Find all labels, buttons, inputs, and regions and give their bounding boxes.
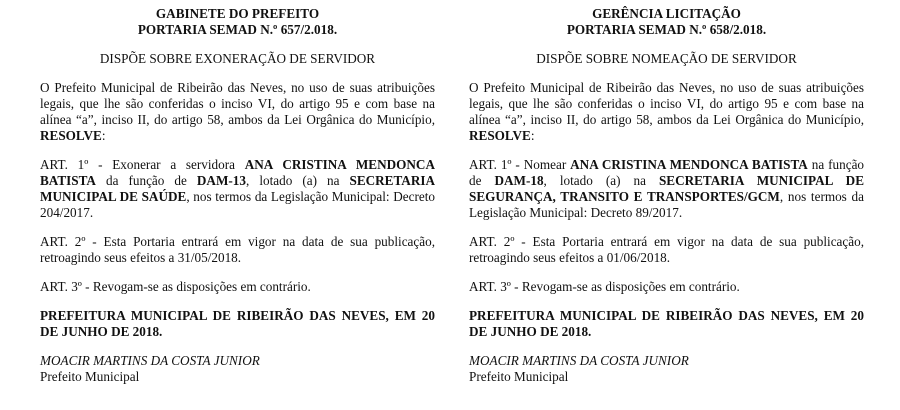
article-3: ART. 3º - Revogam-se as disposições em contrário.: [40, 279, 311, 294]
portaria-subject: DISPÕE SOBRE EXONERAÇÃO DE SERVIDOR: [99, 51, 376, 66]
servant-name: ANA CRISTINA MENDONCA BATISTA: [570, 157, 808, 172]
secretariat-name: SECRETARIA MUNICIPAL DE SEGURANÇA, TRANSITO E TRANSPORTES/GCM: [469, 173, 864, 204]
article-2: ART. 2º - Esta Portaria entrará em vigor na data de sua publicação, retroagindo seus efeitos a 31/05/2018.: [40, 234, 435, 265]
intro-text: O Prefeito Municipal de Ribeirão das Neves, no uso de suas atribuições legais, que lhe são conferidas o inciso VI, do artigo 95 e com base na alínea “a”, inciso II, do artigo 58, ambos da Lei Orgânica do Município,: [40, 80, 435, 127]
portaria-nomeacao: [469, 6, 864, 385]
signer-name: MOACIR MARTINS DA COSTA JUNIOR: [469, 353, 689, 368]
article-1-text-d: , nos termos da Legislação Municipal: Decreto 89/2017.: [469, 189, 864, 220]
article-1-text-a: ART. 1º - Nomear: [469, 157, 571, 172]
intro-paragraph: [469, 80, 864, 144]
article-1-text-b: na função de: [469, 157, 865, 188]
resolve-colon: :: [530, 128, 535, 143]
role-code: DAM-13: [196, 173, 246, 188]
portaria-subject: DISPÕE SOBRE NOMEAÇÃO DE SERVIDOR: [536, 51, 797, 66]
article-3: ART. 3º - Revogam-se as disposições em contrário.: [469, 279, 740, 294]
intro-paragraph: [40, 80, 435, 144]
department-heading: GERÊNCIA LICITAÇÃO: [592, 6, 741, 21]
portaria-exoneracao: [40, 6, 435, 385]
place-date: PREFEITURA MUNICIPAL DE RIBEIRÃO DAS NEVES, EM 20 DE JUNHO DE 2018.: [469, 308, 864, 339]
article-1-text-c: , lotado (a) na: [245, 173, 350, 188]
article-1-text-c: , lotado (a) na: [543, 173, 659, 188]
article-1-text-b: da função de: [95, 173, 197, 188]
article-1: [40, 157, 435, 221]
resolve-colon: :: [101, 128, 106, 143]
secretariat-name: SECRETARIA MUNICIPAL DE SAÚDE: [40, 173, 435, 204]
department-heading: GABINETE DO PREFEITO: [155, 6, 320, 21]
role-code: DAM-18: [494, 173, 544, 188]
signer-title: Prefeito Municipal: [469, 369, 569, 384]
article-1: [469, 157, 864, 221]
article-1-text-d: , nos termos da Legislação Municipal: Decreto 204/2017.: [40, 189, 435, 220]
place-date: PREFEITURA MUNICIPAL DE RIBEIRÃO DAS NEVES, EM 20 DE JUNHO DE 2018.: [40, 308, 435, 339]
portaria-number: PORTARIA SEMAD N.º 658/2.018.: [566, 22, 767, 37]
resolve-label: RESOLVE: [40, 128, 102, 143]
intro-text: O Prefeito Municipal de Ribeirão das Neves, no uso de suas atribuições legais, que lhe são conferidas o inciso VI, do artigo 95 e com base na alínea “a”, inciso II, do artigo 58, ambos da Lei Orgânica do Município,: [469, 80, 864, 127]
signer-title: Prefeito Municipal: [40, 369, 140, 384]
signer-name: MOACIR MARTINS DA COSTA JUNIOR: [40, 353, 260, 368]
article-2: ART. 2º - Esta Portaria entrará em vigor na data de sua publicação, retroagindo seus efeitos a 01/06/2018.: [469, 234, 864, 265]
article-1-text-a: ART. 1º - Exonerar a servidora: [40, 157, 245, 172]
portaria-number: PORTARIA SEMAD N.º 657/2.018.: [137, 22, 338, 37]
resolve-label: RESOLVE: [469, 128, 531, 143]
servant-name: ANA CRISTINA MENDONCA BATISTA: [40, 157, 435, 188]
